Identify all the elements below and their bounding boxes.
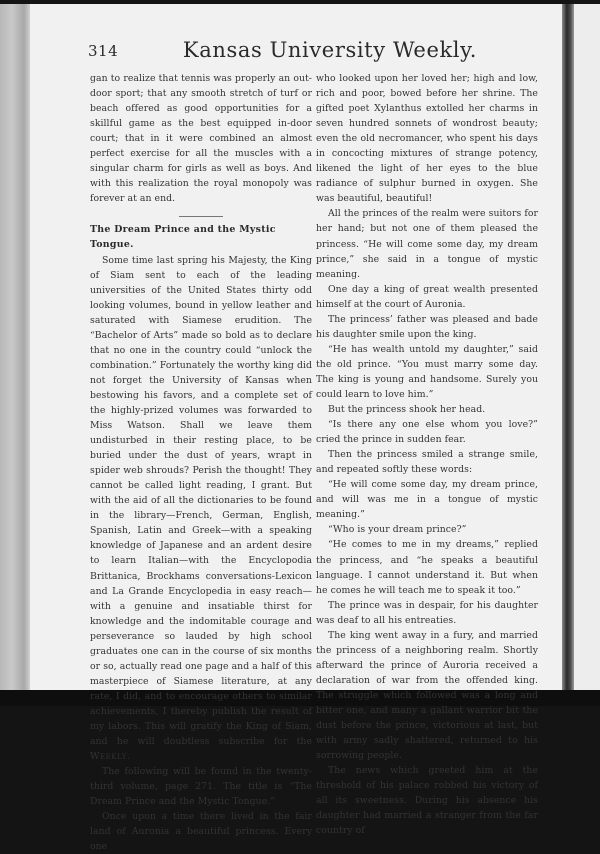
paragraph: “He has wealth untold my daughter,” said the old prince. “You must marry some day. The king is young and handsome. Surely you could learn to love him.” xyxy=(316,343,538,400)
running-header xyxy=(88,38,528,66)
journal-title: Kansas University Weekly. xyxy=(182,38,478,62)
paragraph: “Who is your dream prince?” xyxy=(328,524,467,536)
paragraph xyxy=(90,253,312,765)
paragraph: All the princes of the realm were suitors for her hand; but not one of them pleased the princess. “He will come some day, my dream prince,” she said in a tongue of mystic meaning. xyxy=(316,208,538,280)
paragraph: But the princess shook her head. xyxy=(328,404,486,416)
paragraph: “Is there any one else whom you love?” cried the prince in sudden fear. xyxy=(316,419,538,446)
paragraph: “He comes to me in my dreams,” replied the princess, and “he speaks a beautiful language. I cannot understand it. But when he comes he will teach me to speak it too.” xyxy=(316,539,538,596)
paragraph: The princess’ father was pleased and bade his daughter smile upon the king. xyxy=(316,313,538,340)
book-gutter xyxy=(562,4,574,700)
facing-page-edge xyxy=(574,4,600,698)
paragraph: Then the princess smiled a strange smile, and repeated softly these words: xyxy=(316,449,538,476)
left-column xyxy=(90,71,312,854)
paragraph: The prince was in despair, for his daughter was deaf to all his entreaties. xyxy=(316,599,538,626)
paragraph-text: Some time last spring his Majesty, the King of Siam sent to each of the leading universities of the United States thirty odd looking volumes, bound in yellow leather and saturated with Siamese erudition. The “Bachelor of Arts” made so bold as to declare that no one in the country could “unlock the combination.” Fortunately the worthy king did not forget the University of Kansas when bestowing his favors, and a complete set of the highly-prized volumes was forwarded to Miss Watson. Shall we leave them undisturbed in their resting place, to be buried under the dust of years, wrapt in spider web shrouds? Perish the thought! They cannot be called light reading, I grant. But with the aid of all the dictionaries to be found in the library—French, German, English, Spanish, Latin and Greek—with a speaking knowledge of Japanese and an ardent desire to learn Italian—with the Encyclopodia Brittanica, Brockhams conversations-Lexicon and La Grande Encyclopedia in easy reach—with a genuine and insatiable thirst for knowledge and the indomitable courage and perseverance so lauded by high school graduates one can in the course of six months or so, actually read one page and a half of this masterpiece of Siamese literature, at any rate, I did, and to encourage others to similar achievements, I thereby publish the result of my labors. This will gratify the King of Siam, and he will doubtless subscribe for the xyxy=(90,254,312,748)
page-stack-edge xyxy=(0,4,30,694)
paragraph: The king went away in a fury, and married the princess of a neighboring realm. Shortly afterward the prince of Auroria received a declaration of war from the offended king. The struggle which followed was a long and bitter one, and many a gallant warrior bit the dust before the prince, victorious at last, but with army sadly shattered, returned to his sorrowing people. xyxy=(316,629,538,762)
paragraph: One day a king of great wealth presented himself at the court of Auronia. xyxy=(316,283,538,310)
page-number: 314 xyxy=(88,42,119,60)
paragraph: Once upon a time there lived in the fair land of Auronia a beautiful princess. Every one xyxy=(90,811,312,853)
paragraph: The news which greeted him at the threshold of his palace robbed his victory of all its sweetness. During his absence his daughter had married a stranger from the far country of xyxy=(316,765,538,837)
section-divider xyxy=(179,216,223,217)
paragraph: The following will be found in the twenty-third volume, page 271. The title is “The Dream Prince and the Mystic Tongue.” xyxy=(90,766,312,808)
paragraph: who looked upon her loved her; high and low, rich and poor, bowed before her shrine. The gifted poet Xylanthus extolled her charms in seven hundred sonnets of wondrost beauty; even the old necromancer, who spent his days in concocting mixtures of strange potency, likened the light of her eyes to the blue radiance of sulphur burned in oxygen. She was beautiful, beautiful! xyxy=(316,73,538,205)
right-column xyxy=(316,71,538,838)
continuation-paragraph: gan to realize that tennis was properly an out-door sport; that any smooth stretch of turf or beach offered as good opportunities for a skillful game as the best equipped in-door court; that in it were combined an almost perfect exercise for all the muscles with a singular charm for girls as well as boys. And with this realization the royal monopoly was forever at an end. xyxy=(90,73,312,205)
weekly-smallcaps: Weekly. xyxy=(90,751,131,763)
article-title: The Dream Prince and the Mystic Tongue. xyxy=(90,224,276,251)
paragraph: “He will come some day, my dream prince, and will was me in a tongue of mystic meaning.” xyxy=(316,479,538,521)
